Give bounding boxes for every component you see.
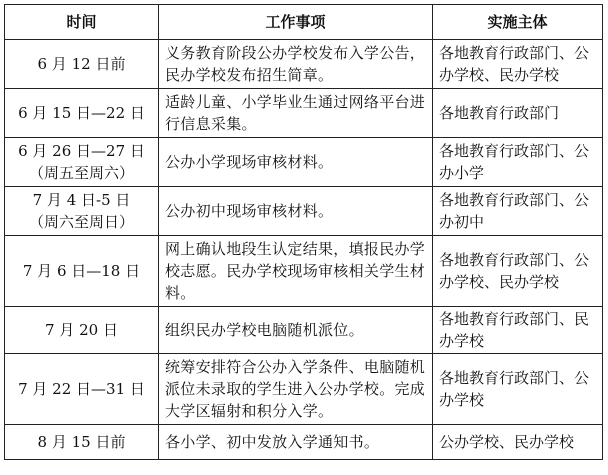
table-row	[5, 89, 603, 138]
work-item-cell: 公办小学现场审核材料。	[159, 138, 433, 187]
implementer-cell: 各地教育行政部门、民办学校	[433, 307, 603, 354]
time-text: 8 月 15 日前	[37, 433, 126, 451]
implementer-cell: 公办学校、民办学校	[433, 425, 603, 460]
work-item-cell: 统筹安排符合公办入学条件、电脑随机派位未录取的学生进入公办学校。完成大学区辐射和积分入学。	[159, 354, 433, 425]
enrollment-schedule-table	[4, 4, 603, 460]
header-implementer: 实施主体	[433, 5, 603, 40]
table-row	[5, 40, 603, 89]
work-item-cell: 义务教育阶段公办学校发布入学公告，民办学校发布招生简章。	[159, 40, 433, 89]
header-work-item: 工作事项	[159, 5, 433, 40]
time-text: 7 月 22 日—31 日	[18, 380, 145, 398]
time-weekday-note: （周六至周日）	[28, 213, 134, 231]
implementer-cell: 各地教育行政部门、公办学校、民办学校	[433, 40, 603, 89]
table-row	[5, 307, 603, 354]
table-row	[5, 425, 603, 460]
time-text: 7 月 4 日-5 日	[32, 191, 131, 209]
work-item-cell: 各小学、初中发放入学通知书。	[159, 425, 433, 460]
implementer-cell: 各地教育行政部门	[433, 89, 603, 138]
table-row	[5, 354, 603, 425]
implementer-cell: 各地教育行政部门、公办小学	[433, 138, 603, 187]
time-text: 6 月 26 日—27 日	[18, 142, 145, 160]
time-text: 7 月 20 日	[45, 321, 118, 339]
time-weekday-note: （周五至周六）	[28, 164, 134, 182]
table-header	[5, 5, 603, 40]
time-cell	[5, 138, 159, 187]
time-cell	[5, 89, 159, 138]
header-time: 时间	[5, 5, 159, 40]
time-text: 6 月 15 日—22 日	[18, 104, 145, 122]
time-cell	[5, 187, 159, 236]
implementer-cell: 各地教育行政部门、公办学校、民办学校	[433, 236, 603, 307]
time-cell	[5, 425, 159, 460]
work-item-cell: 公办初中现场审核材料。	[159, 187, 433, 236]
time-cell	[5, 307, 159, 354]
work-item-cell: 适龄儿童、小学毕业生通过网络平台进行信息采集。	[159, 89, 433, 138]
implementer-cell: 各地教育行政部门、公办学校	[433, 354, 603, 425]
header-row	[5, 5, 603, 40]
time-text: 7 月 6 日—18 日	[22, 262, 141, 280]
table-body	[5, 40, 603, 460]
implementer-cell: 各地教育行政部门、公办初中	[433, 187, 603, 236]
time-cell	[5, 40, 159, 89]
time-cell	[5, 236, 159, 307]
time-text: 6 月 12 日前	[37, 55, 126, 73]
work-item-cell: 组织民办学校电脑随机派位。	[159, 307, 433, 354]
time-cell	[5, 354, 159, 425]
table-row	[5, 236, 603, 307]
work-item-cell: 网上确认地段生认定结果，填报民办学校志愿。民办学校现场审核相关学生材料。	[159, 236, 433, 307]
table-row	[5, 187, 603, 236]
table-row	[5, 138, 603, 187]
